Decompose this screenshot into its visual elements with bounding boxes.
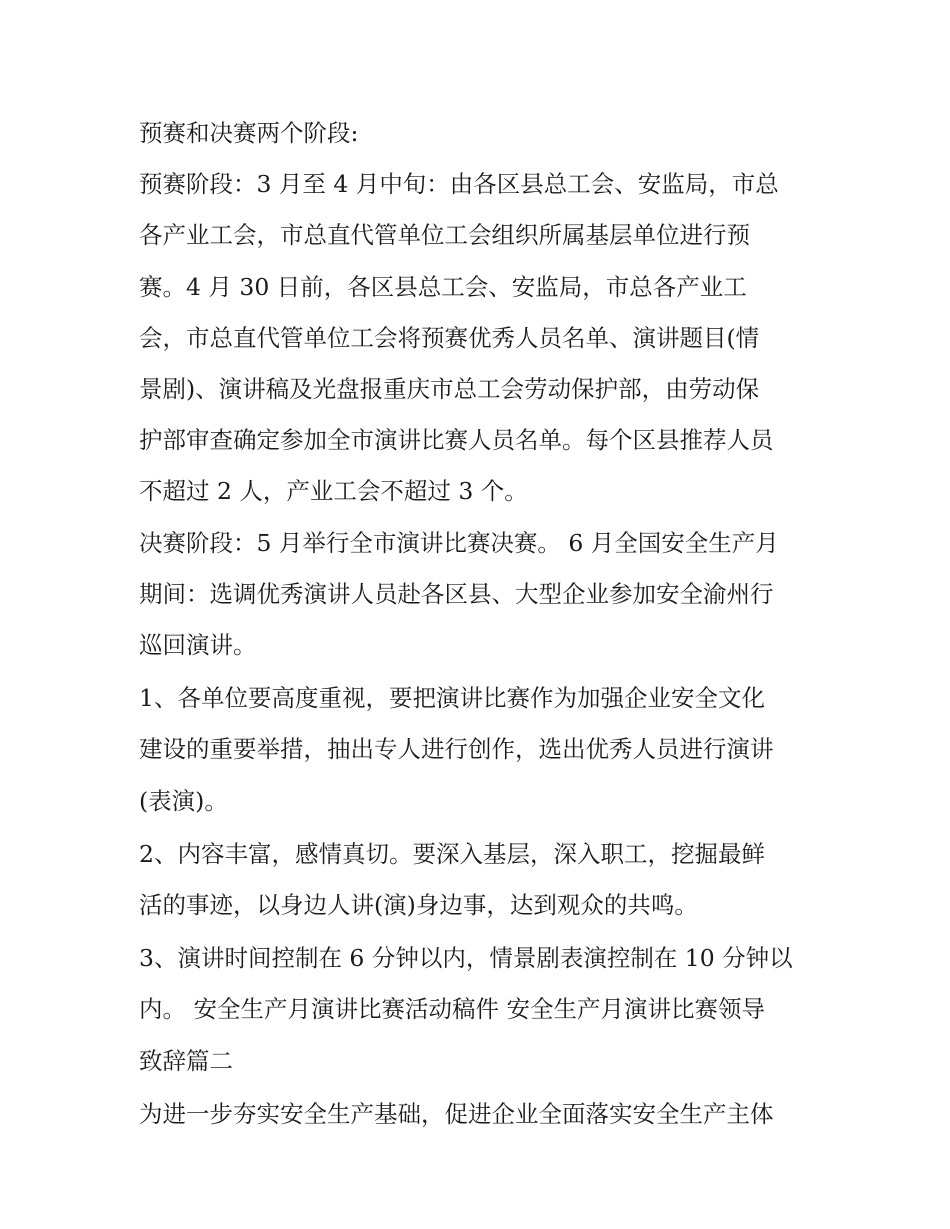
text-line-13: 建设的重要举措，抽出专人进行创作，选出优秀人员进行演讲 [139,735,774,764]
text-line-12: 1、各单位要高度重视，要把演讲比赛作为加强企业安全文化 [139,684,765,713]
text-line-20: 为进一步夯实安全生产基础，促进企业全面落实安全生产主体 [139,1099,774,1128]
text-line-3: 各产业工会，市总直代管单位工会组织所属基层单位进行预 [139,221,750,250]
text-line-4: 赛。4 月 30 日前，各区县总工会、安监局，市总各产业工 [139,272,747,301]
text-line-1: 预赛和决赛两个阶段: [139,119,359,147]
text-line-16: 活的事迹，以身边人讲(演)身边事，达到观众的共鸣。 [139,891,698,920]
text-line-18: 内。 安全生产月演讲比赛活动稿件 安全生产月演讲比赛领导 [139,995,765,1024]
text-line-9: 决赛阶段：5 月举行全市演讲比赛决赛。 6 月全国安全生产月 [139,528,779,557]
text-line-17: 3、演讲时间控制在 6 分钟以内，情景剧表演控制在 10 分钟以 [139,944,793,973]
text-line-7: 护部审查确定参加全市演讲比赛人员名单。每个区县推荐人员 [139,426,774,455]
text-line-2: 预赛阶段：3 月至 4 月中旬：由各区县总工会、安监局，市总 [139,170,779,199]
text-line-6: 景剧)、演讲稿及光盘报重庆市总工会劳动保护部，由劳动保 [139,375,760,404]
text-line-15: 2、内容丰富，感情真切。要深入基层，深入职工，挖掘最鲜 [139,839,765,868]
document-body [139,108,819,1140]
text-line-11: 巡回演讲。 [139,631,257,660]
text-line-5: 会，市总直代管单位工会将预赛优秀人员名单、演讲题目(情 [139,323,760,352]
text-line-14: (表演)。 [139,786,228,815]
text-line-19: 致辞篇二 [139,1046,233,1075]
text-line-8: 不超过 2 人，产业工会不超过 3 个。 [139,477,528,506]
text-line-10: 期间：选调优秀演讲人员赴各区县、大型企业参加安全渝州行 [139,579,774,608]
